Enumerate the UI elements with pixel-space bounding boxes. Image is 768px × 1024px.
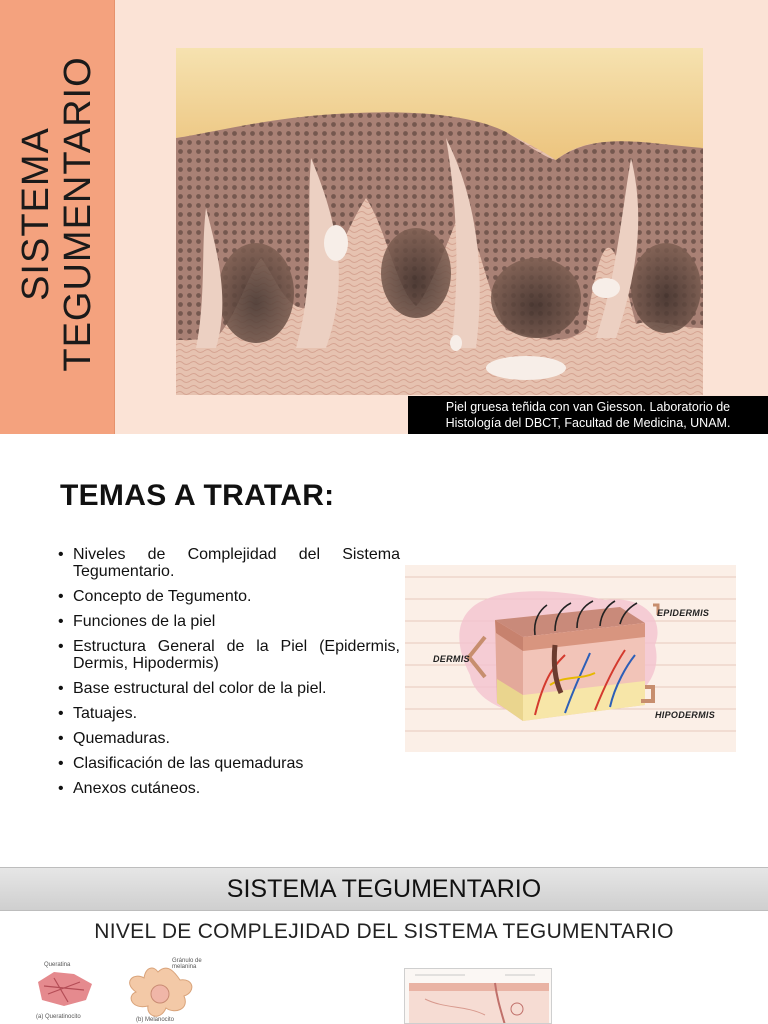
queratina-label: Queratina [44, 962, 71, 968]
queratinocito-label: (a) Queratinocito [36, 1014, 81, 1020]
slide-title [0, 0, 768, 434]
title-band [0, 0, 115, 434]
caption-line-2: Histología del DBCT, Facultad de Medicina, UNAM. [445, 416, 731, 430]
histology-image [176, 48, 703, 395]
slide-topics [0, 434, 768, 864]
skin-layers-diagram [405, 565, 736, 752]
slide-complexity [0, 864, 768, 1024]
title-line-1: SISTEMA [15, 127, 57, 301]
granulo-label: Gránulo de melanina [172, 958, 202, 970]
list-item: • Quemaduras. [56, 730, 400, 747]
keratinocyte-image [24, 952, 104, 1024]
melanocito-label: (b) Melanocito [136, 1017, 175, 1023]
section-subtitle: NIVEL DE COMPLEJIDAD DEL SISTEMA TEGUMENTARIO [94, 920, 674, 943]
list-item: • Niveles de Complejidad del Sistema Tegumentario. [56, 546, 400, 580]
list-item: • Tatuajes. [56, 705, 400, 722]
list-item: • Clasificación de las quemaduras [56, 755, 400, 772]
list-item: • Concepto de Tegumento. [56, 588, 400, 605]
melanocyte-image [108, 952, 208, 1024]
hipodermis-label: HIPODERMIS [655, 710, 716, 720]
section-header: SISTEMA TEGUMENTARIO [0, 867, 768, 911]
list-item: • Funciones de la piel [56, 613, 400, 630]
list-item: • Base estructural del color de la piel. [56, 680, 400, 697]
image-caption [408, 396, 768, 434]
list-item: • Anexos cutáneos. [56, 780, 400, 797]
slide-title-text [15, 56, 99, 371]
epidermis-label: EPIDERMIS [657, 608, 710, 618]
histology-micrograph [176, 48, 703, 395]
list-item: • Estructura General de la Piel (Epidermis, Dermis, Hipodermis) [56, 638, 400, 672]
title-line-2: TEGUMENTARIO [57, 56, 99, 372]
topics-list [56, 546, 400, 805]
caption-line-1: Piel gruesa teñida con van Giesson. Laboratorio de [445, 400, 731, 414]
skin-section-thumbnail [404, 968, 552, 1024]
skin-section-illustration [405, 969, 552, 1024]
dermis-label: DERMIS [433, 654, 470, 664]
topics-title: TEMAS A TRATAR: [60, 479, 335, 512]
